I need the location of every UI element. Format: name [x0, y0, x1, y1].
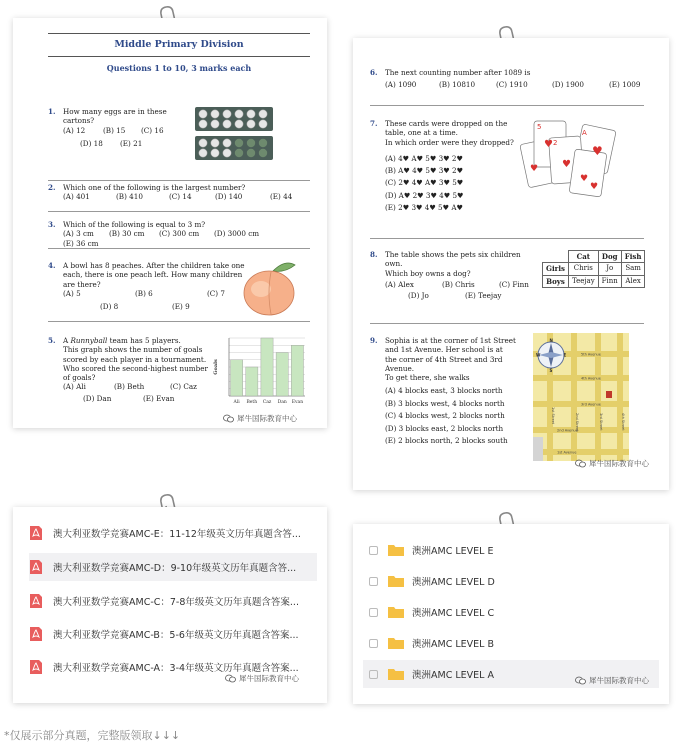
folder-icon	[388, 575, 404, 587]
list-item[interactable]	[363, 567, 659, 595]
folder-list	[353, 524, 669, 704]
svg-text:3rd Street: 3rd Street	[599, 413, 603, 431]
file-name: 澳大利亚数学竞赛AMC-D：9-10年级英文历年真题含答...	[53, 563, 297, 574]
watermark: 犀牛国际教育中心	[575, 675, 649, 686]
list-item[interactable]	[363, 629, 659, 657]
watermark: 犀牛国际教育中心	[223, 413, 297, 424]
file-name: 澳大利亚数学竞赛AMC-B：5-6年级英文历年真题含答案...	[53, 630, 299, 641]
folder-name: 澳洲AMC LEVEL E	[412, 546, 494, 557]
bar-evan	[291, 345, 303, 396]
peach-icon	[241, 259, 301, 317]
row-checkbox[interactable]	[369, 577, 378, 586]
question-7: 7. These cards were dropped on the table, one at a time. In which order were they dropped? (A) 4♥ A♥ 5♥ 3♥ 2♥ (B) A♥ 4♥ 5♥ 3♥ 2♥ (C) 2♥ 4♥ A♥ 3♥ 5♥ (D) A♥ 2♥ 3♥ 4♥ 5♥ (E) 2♥ 3♥ 4♥ 5♥ A♥ 5 ♥ 2 ♥ A ♥ ♥ ♥ ♥	[370, 119, 660, 214]
folder-name: 澳洲AMC LEVEL A	[412, 670, 494, 681]
footnote: *仅展示部分真题，完整版领取↓↓↓	[4, 729, 181, 742]
svg-text:♥: ♥	[580, 174, 589, 184]
pdf-file-icon	[29, 626, 43, 642]
pdf-file-icon	[29, 559, 43, 575]
folder-name: 澳洲AMC LEVEL D	[412, 577, 495, 588]
questions-subtitle: Questions 1 to 10, 3 marks each	[106, 63, 252, 73]
question-9: 9. Sophia is at the corner of 1st Street and 1st Avenue. Her school is at the corner of 4th Street and 3rd Avenue. To get there, she walks (A) 4 blocks east, 3 blocks north (B) 3 blocks west, 4 blocks north (C) 4 blocks west, 2 blocks north (D) 3 blocks east, 2 blocks north (E) 2 blocks north, 2 blocks south N W E S 5th Avenue 4th Avenue 3rd Avenue 2nd Avenue 1st Avenue 1st Street 2nd Street 3rd Street 4th Street	[370, 336, 660, 448]
x-tick-label: Evan	[291, 400, 304, 405]
question-2: 2. Which one of the following is the largest number? (A) 401 (B) 410 (C) 14 (D) 140 (E) 44	[48, 183, 293, 202]
answer-options: (A) 12 (B) 15 (C) 16	[63, 125, 164, 135]
folder-name: 澳洲AMC LEVEL B	[412, 639, 494, 650]
exam-page-2	[353, 38, 669, 490]
list-item[interactable]	[363, 598, 659, 626]
list-item[interactable]	[363, 536, 659, 564]
svg-text:♥: ♥	[562, 159, 571, 170]
x-tick-label: Caz	[262, 400, 272, 405]
file-name: 澳大利亚数学竞赛AMC-A：3-4年级英文历年真题含答案...	[53, 663, 299, 674]
pdf-file-list	[13, 507, 327, 703]
playing-cards-image	[520, 119, 630, 203]
question-8: 8. The table shows the pets six children own. Which boy owns a dog? (A) Alex (B) Chris (C) Finn (D) Jo (E) Teejay Cat Dog Fish Girls Chris Jo Sam Boys Teejay Finn Alex	[370, 250, 660, 300]
pdf-file-icon	[29, 659, 43, 675]
bar-beth	[246, 367, 258, 396]
svg-text:4th Avenue: 4th Avenue	[581, 376, 601, 381]
pdf-file-icon	[29, 525, 43, 541]
list-item[interactable]	[29, 519, 317, 547]
street-map	[533, 333, 629, 461]
svg-text:2nd Street: 2nd Street	[575, 413, 579, 432]
svg-text:♥: ♥	[590, 182, 599, 192]
exam-page-1	[13, 18, 327, 428]
folder-name: 澳洲AMC LEVEL C	[412, 608, 495, 619]
file-name: 澳大利亚数学竞赛AMC-C：7-8年级英文历年真题含答案...	[53, 597, 299, 608]
svg-text:N: N	[549, 338, 553, 343]
svg-text:♥: ♥	[544, 139, 553, 150]
folder-icon	[388, 544, 404, 556]
list-item[interactable]	[29, 553, 317, 581]
file-name: 澳大利亚数学竞赛AMC-E：11-12年级英文历年真题含答...	[53, 529, 301, 540]
y-axis-label: Goals	[213, 359, 219, 375]
svg-text:3rd Avenue: 3rd Avenue	[581, 402, 601, 407]
goals-bar-chart	[211, 332, 311, 412]
bar-caz	[261, 338, 273, 396]
svg-text:4th Street: 4th Street	[621, 413, 625, 431]
folder-icon	[388, 668, 404, 680]
svg-text:5: 5	[537, 123, 542, 131]
watermark: 犀牛国际教育中心	[575, 458, 649, 469]
pets-table: Cat Dog Fish Girls Chris Jo Sam Boys Teejay Finn Alex	[542, 250, 645, 288]
svg-text:1st Avenue: 1st Avenue	[557, 450, 577, 455]
question-5: 5. A Runnyball team has 5 players. This graph shows the number of goals scored by each player in a tournament. Who scored the second-highest number of goals? (A) Ali (B) Beth (C) Caz (D) Dan (E) Evan Ali Beth Caz Dan Evan Goals	[48, 336, 310, 403]
egg-cartons-image	[195, 107, 273, 161]
division-title: Middle Primary Division	[114, 39, 244, 50]
x-tick-label: Ali	[233, 400, 240, 405]
svg-text:W: W	[536, 352, 541, 358]
svg-text:1st Street: 1st Street	[551, 407, 555, 425]
svg-text:2nd Avenue: 2nd Avenue	[557, 428, 578, 433]
bar-ali	[231, 360, 243, 396]
svg-text:♥: ♥	[530, 164, 539, 174]
row-checkbox[interactable]	[369, 670, 378, 679]
row-checkbox[interactable]	[369, 639, 378, 648]
svg-text:♥: ♥	[592, 144, 603, 158]
question-4: 4. A bowl has 8 peaches. After the children take one each, there is one peach left. How many children are there? (A) 5 (B) 6 (C) 7 (D) 8 (E) 9	[48, 261, 310, 311]
list-item[interactable]	[29, 587, 317, 615]
question-3: 3. Which of the following is equal to 3 m? (A) 3 cm (B) 30 cm (C) 300 cm (D) 3000 cm(E) 36 cm	[48, 220, 260, 248]
row-checkbox[interactable]	[369, 546, 378, 555]
folder-icon	[388, 606, 404, 618]
svg-text:S: S	[549, 368, 553, 373]
question-6: 6. The next counting number after 1089 is (A) 1090 (B) 10810 (C) 1910 (D) 1900 (E) 1009	[370, 68, 641, 90]
x-tick-label: Beth	[246, 400, 258, 405]
folder-icon	[388, 637, 404, 649]
list-item[interactable]	[29, 620, 317, 648]
pdf-file-icon	[29, 593, 43, 609]
bar-dan	[276, 353, 288, 397]
svg-text:2: 2	[553, 139, 558, 147]
watermark: 犀牛国际教育中心	[225, 673, 299, 684]
x-tick-label: Dan	[277, 400, 287, 405]
row-checkbox[interactable]	[369, 608, 378, 617]
svg-text:5th Avenue: 5th Avenue	[581, 352, 601, 357]
question-1: 1. How many eggs are in these cartons? (A) 12 (B) 15 (C) 16 (D) 18 (E) 21	[48, 107, 310, 148]
svg-text:A: A	[582, 129, 587, 137]
svg-text:E: E	[563, 352, 567, 358]
